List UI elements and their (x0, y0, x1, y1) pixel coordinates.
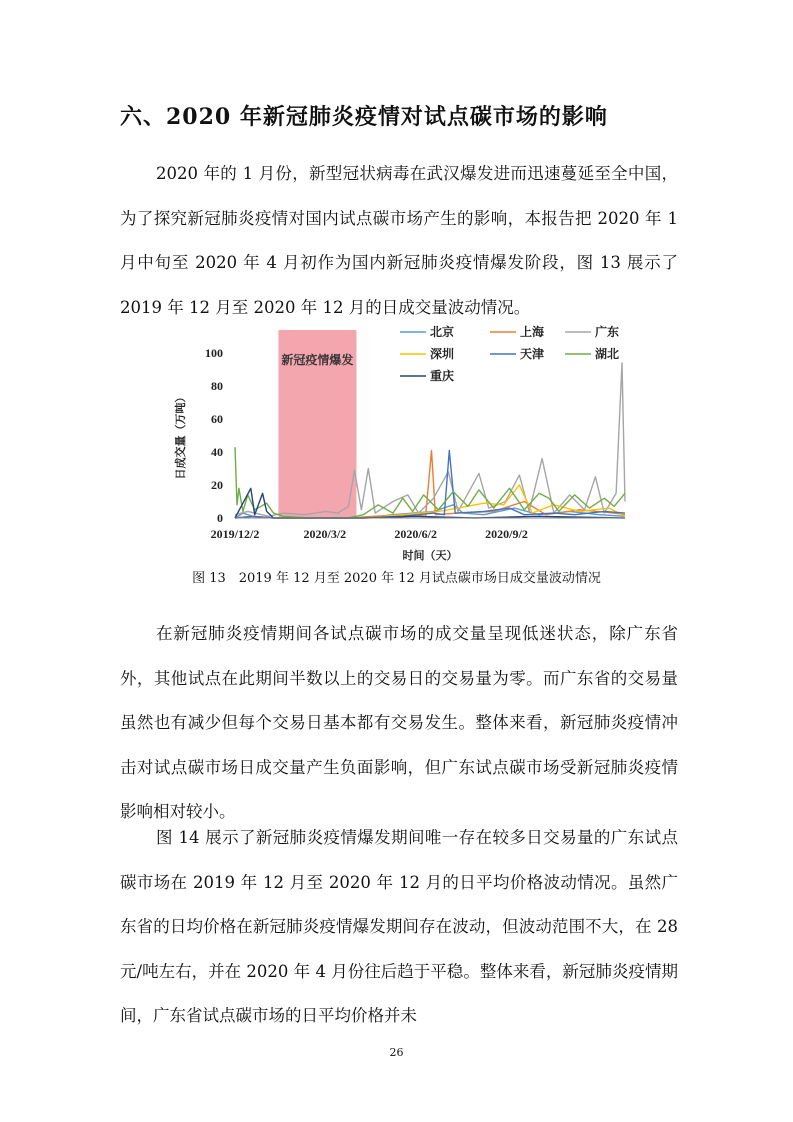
legend-label-0: 北京 (430, 325, 455, 339)
y-tick-label-2: 40 (211, 445, 223, 459)
paragraph-analysis: 在新冠肺炎疫情期间各试点碳市场的成交量呈现低迷状态，除广东省外，其他试点在此期间半数以上的交易日的交易量为零。而广东省的交易量虽然也有减少但每个交易日基本都有交易发生。整体来看，新冠肺炎疫情冲击对试点碳市场日成交量产生负面影响，但广东试点碳市场受新冠肺炎疫情影响相对较小。 (120, 624, 678, 821)
legend-label-1: 上海 (520, 325, 545, 339)
y-tick-label-1: 20 (211, 478, 223, 492)
legend-label-6: 重庆 (430, 369, 455, 383)
legend-label-5: 湖北 (595, 347, 620, 361)
y-tick-label-4: 80 (211, 379, 223, 393)
x-tick-label-1: 2020/3/2 (303, 527, 347, 541)
legend-label-4: 天津 (520, 347, 545, 361)
x-tick-label-0: 2019/12/2 (210, 527, 260, 541)
volume-chart (160, 318, 640, 568)
x-tick-label-3: 2020/9/2 (485, 527, 528, 541)
x-axis-title: 时间（天） (402, 549, 458, 562)
y-tick-label-5: 100 (205, 346, 223, 360)
y-tick-label-3: 60 (211, 412, 223, 426)
outbreak-label: 新冠疫情爆发 (281, 353, 354, 367)
legend-label-2: 广东 (595, 325, 620, 339)
page-number: 26 (389, 1046, 404, 1059)
y-axis-title: 日成交量（万吨） (174, 391, 187, 480)
section-heading: 六、2020 年新冠肺炎疫情对试点碳市场的影响 (120, 104, 608, 130)
chart-svg (160, 318, 640, 568)
paragraph-guangdong-price: 图 14 展示了新冠肺炎疫情爆发期间唯一存在较多日交易量的广东试点碳市场在 2019 年 12 月至 2020 年 12 月的日平均价格波动情况。虽然广东省的日均价格在新冠肺炎疫情爆发期间存在波动，但波动范围不大，在 28 元/吨左右，并在 2020 年 4 月份往后趋于平稳。整体来看，新冠肺炎疫情期间，广东省试点碳市场的日平均价格并未 (120, 828, 678, 1025)
y-tick-label-0: 0 (217, 511, 223, 525)
legend-label-3: 深圳 (430, 347, 455, 361)
paragraph-intro: 2020 年的 1 月份，新型冠状病毒在武汉爆发进而迅速蔓延至全中国，为了探究新冠肺炎疫情对国内试点碳市场产生的影响，本报告把 2020 年 1 月中旬至 2020 年 4 月初作为国内新冠肺炎疫情爆发阶段，图 13 展示了 2019 年 12 月至 2020 年 12 月的日成交量波动情况。 (120, 164, 678, 317)
x-tick-label-2: 2020/6/2 (394, 527, 438, 541)
figure-caption: 图 13 2019 年 12 月至 2020 年 12 月试点碳市场日成交量波动情况 (192, 571, 601, 586)
